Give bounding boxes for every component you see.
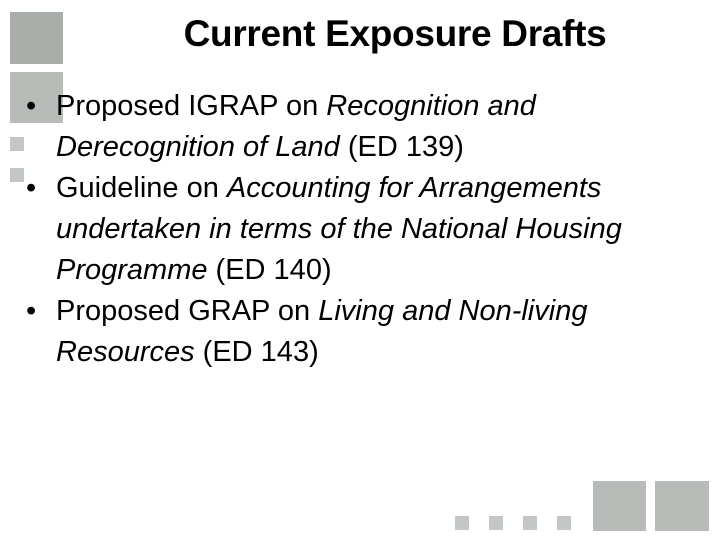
bullet-item-ed140 bbox=[26, 168, 706, 291]
bullet-italic-title: Living and Non-living Resources bbox=[56, 295, 588, 368]
bullet-item-ed139 bbox=[26, 86, 706, 168]
decor-square-bottom-small-4 bbox=[557, 516, 571, 530]
bullet-glyph: • bbox=[26, 90, 37, 122]
bullet-suffix: (ED 140) bbox=[207, 254, 332, 286]
decor-square-bottom-small-2 bbox=[489, 516, 503, 530]
decor-square-bottom-small-3 bbox=[523, 516, 537, 530]
decor-square-top-left bbox=[10, 12, 63, 64]
bullet-list bbox=[26, 86, 706, 373]
decor-square-bottom-small-1 bbox=[455, 516, 469, 530]
bullet-glyph: • bbox=[26, 295, 37, 327]
bullet-item-ed143 bbox=[26, 291, 706, 373]
bullet-suffix: (ED 143) bbox=[194, 336, 319, 368]
bullet-prefix: Proposed GRAP on bbox=[56, 295, 319, 327]
decor-square-left-small-1 bbox=[10, 137, 24, 151]
slide-title: Current Exposure Drafts bbox=[183, 13, 607, 54]
bullet-prefix: Proposed IGRAP on bbox=[56, 90, 327, 122]
bullet-glyph: • bbox=[26, 172, 37, 204]
decor-square-left-small-2 bbox=[10, 168, 24, 182]
bullet-prefix: Guideline on bbox=[56, 172, 227, 204]
bullet-italic-title: Accounting for Arrangements undertaken in terms of the National Housing Programme bbox=[56, 172, 622, 286]
bullet-italic-title: Recognition and Derecognition of Land bbox=[56, 90, 536, 163]
bullet-suffix: (ED 139) bbox=[339, 131, 464, 163]
decor-square-bottom-right-2 bbox=[655, 481, 709, 531]
decor-square-bottom-right-1 bbox=[593, 481, 646, 531]
